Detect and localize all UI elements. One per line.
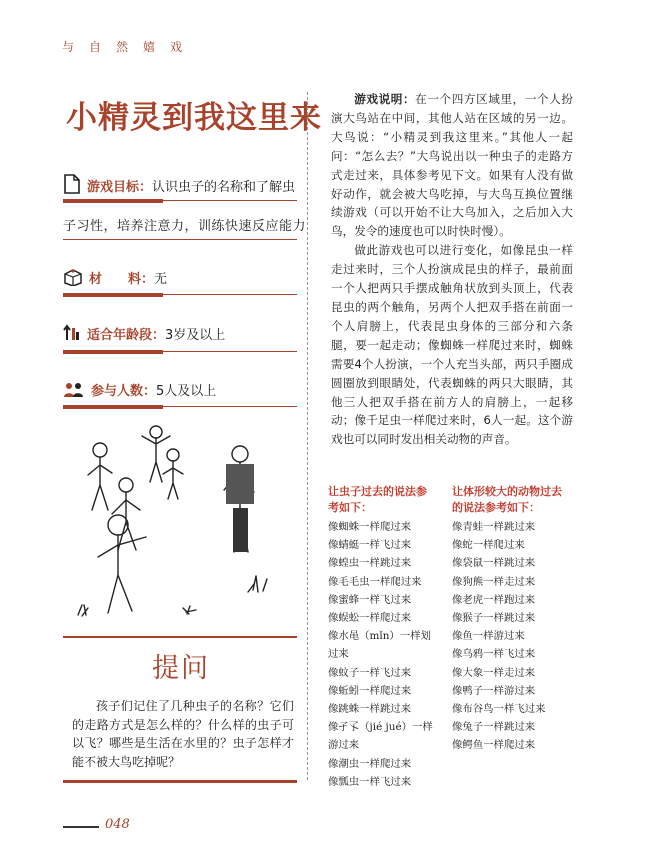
list-item: 像鳄鱼一样爬过来 — [452, 739, 536, 752]
list-item: 像蛇一样爬过来 — [452, 539, 525, 552]
age-row — [63, 324, 225, 343]
age-value: 3岁及以上 — [165, 328, 226, 343]
question-title: 提问 — [152, 653, 210, 684]
list-item: 像青蛙一样跳过来 — [452, 521, 536, 533]
document-icon — [63, 174, 81, 194]
people-icon — [63, 382, 85, 398]
list-item: 像蝗虫一样跳过来 — [328, 557, 412, 570]
people-label: 参与人数： — [91, 384, 157, 399]
game-description — [331, 90, 573, 449]
age-label: 适合年龄段： — [87, 328, 166, 343]
question-rule-bottom — [63, 780, 297, 783]
list-item: 像蜻蜓一样飞过来 — [328, 539, 412, 552]
goal-label: 游戏目标： — [87, 180, 153, 195]
desc-text: 在一个四方区域里，一个人扮演大鸟站在中间，其他人站在区域的另一边。大鸟说：“小精灵到我这里来。”其他人一起问：“怎么去？”大鸟说出以一种虫子的走路方式走过来，具体参考见下文。如果有人没有做好动作，就会被大鸟吃掉，与大鸟互换位置继续游戏（可以开始不让大鸟加入，之后加入大鸟，发令的速度也可以时快时慢）。 — [331, 92, 573, 239]
list-item: 像潮虫一样爬过来 — [328, 757, 412, 770]
list-item: 像蜈蚣一样爬过来 — [328, 612, 412, 625]
children-playing-illustration — [68, 420, 293, 625]
list-item: 像老虎一样跑过来 — [452, 593, 536, 606]
list-item: 像蚊子一样飞过来 — [328, 666, 412, 679]
material-label: 材 料： — [89, 272, 155, 287]
list-item: 像孑孓（jié jué）一样游过来 — [328, 721, 433, 752]
list-item: 像袋鼠一样跳过来 — [452, 557, 536, 570]
list-item: 像鱼一样游过来 — [452, 630, 525, 643]
list-item: 像鸭子一样游过来 — [452, 684, 536, 697]
insect-list — [328, 484, 436, 791]
age-arrow-icon — [63, 324, 81, 342]
section-header: 与自然嬉戏 — [62, 40, 198, 54]
page-number: 048 — [105, 817, 130, 832]
animal-list — [452, 484, 562, 755]
desc-label: 游戏说明： — [354, 92, 416, 106]
list-item: 像布谷鸟一样飞过来 — [452, 703, 546, 716]
page-number-line — [63, 826, 99, 828]
goal-value-cont: 子习性，培养注意力，训练快速反应能力 — [63, 219, 307, 234]
list-item: 像水黾（mǐn）一样划过来 — [328, 630, 431, 661]
list-item: 像兔子一样跳过来 — [452, 721, 536, 734]
list-item: 像蚯蚓一样爬过来 — [328, 684, 412, 697]
question-rule-top — [63, 636, 297, 638]
list-item: 像乌鸦一样飞过来 — [452, 648, 536, 661]
insect-list-heading: 让虫子过去的说法参考如下： — [328, 485, 427, 514]
list-item: 像狗熊一样走过来 — [452, 575, 536, 588]
goal-row — [63, 174, 295, 195]
material-value: 无 — [154, 272, 168, 287]
people-value: 5人及以上 — [156, 384, 217, 399]
list-item: 像瓢虫一样飞过来 — [328, 775, 412, 788]
people-row — [63, 380, 216, 399]
animal-list-heading: 让体形较大的动物过去的说法参考如下： — [452, 485, 562, 514]
column-divider — [307, 92, 309, 780]
list-item: 像蜜蜂一样飞过来 — [328, 593, 412, 606]
list-item: 像猴子一样跳过来 — [452, 612, 536, 625]
list-item: 像蜘蛛一样爬过来 — [328, 521, 412, 533]
box-icon — [63, 268, 83, 286]
question-text: 孩子们记住了几种虫子的名称？它们的走路方式是怎么样的？什么样的虫子可以飞？哪些是生活在水里的？虫子怎样才能不被大鸟吃掉呢？ — [72, 699, 294, 769]
page-title: 小精灵到我这里来 — [66, 100, 322, 136]
list-item: 像大象一样走过来 — [452, 666, 536, 679]
goal-value: 认识虫子的名称和了解虫 — [152, 180, 296, 195]
desc-para2: 做此游戏也可以进行变化，如像昆虫一样走过来时，三个人扮演成昆虫的样子，最前面一个人把两只手摆成触角状放到头顶上，代表昆虫的两个触角，另两个人把双手搭在前面一个人肩膀上，代表昆虫身体的三部分和六条腿，要一起走动；像蜘蛛一样爬过来时，蜘蛛需要4个人扮演，一个人充当头部，两只手圈成圆圈放到眼睛处，代表蜘蛛的两只大眼睛，其他三人把双手搭在前方人的肩膀上，一起移动；像千足虫一样爬过来时，6人一起。这个游戏也可以同时发出相关动物的声音。 — [331, 243, 573, 447]
material-row — [63, 268, 167, 287]
list-item: 像毛毛虫一样爬过来 — [328, 575, 422, 588]
list-item: 像跳蛛一样跳过来 — [328, 703, 412, 716]
